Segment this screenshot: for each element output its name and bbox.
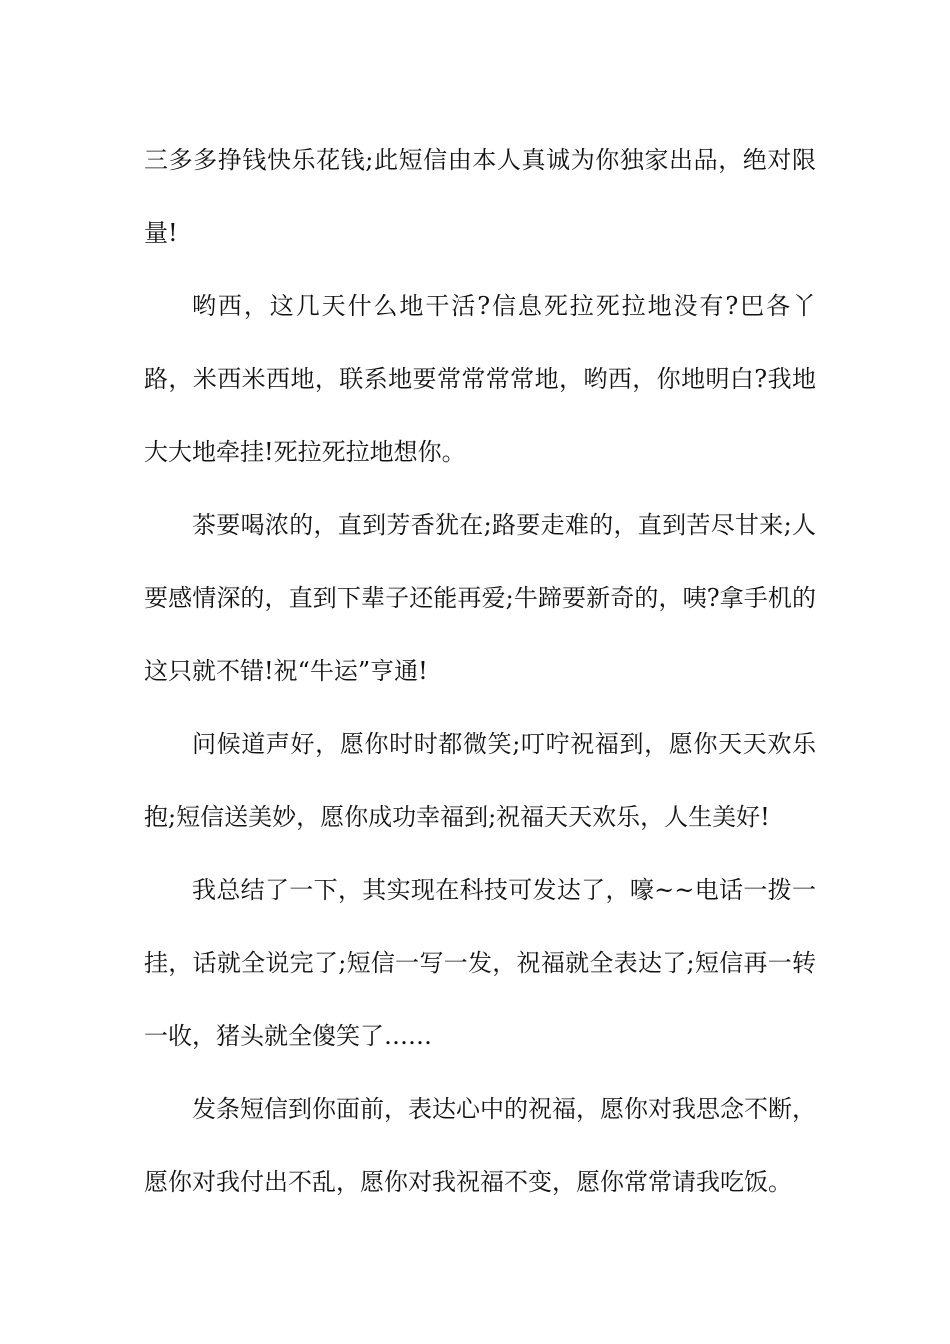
paragraph-3: 茶要喝浓的，直到芳香犹在;路要走难的，直到苦尽甘来;人要感情深的，直到下辈子还能再爱;牛蹄要新奇的，咦?拿手机的这只就不错!祝“牛运”亨通! [144, 511, 816, 685]
paragraph-5: 我总结了一下，其实现在科技可发达了，嚎~~电话一拨一挂，话就全说完了;短信一写一发，祝福就全表达了;短信再一转一收，猪头就全傻笑了…… [144, 876, 816, 1050]
paragraph-2: 哟西，这几天什么地干活?信息死拉死拉地没有?巴各丫路，米西米西地，联系地要常常常常地，哟西，你地明白?我地大大地牵挂!死拉死拉地想你。 [144, 292, 816, 466]
paragraph-4: 问候道声好，愿你时时都微笑;叮咛祝福到，愿你天天欢乐抱;短信送美妙，愿你成功幸福到;祝福天天欢乐，人生美好! [144, 730, 816, 831]
paragraph-6: 发条短信到你面前，表达心中的祝福，愿你对我思念不断，愿你对我付出不乱，愿你对我祝福不变，愿你常常请我吃饭。 [144, 1095, 816, 1196]
document-body [144, 124, 816, 1219]
paragraph-1: 三多多挣钱快乐花钱;此短信由本人真诚为你独家出品，绝对限量! [144, 146, 816, 247]
